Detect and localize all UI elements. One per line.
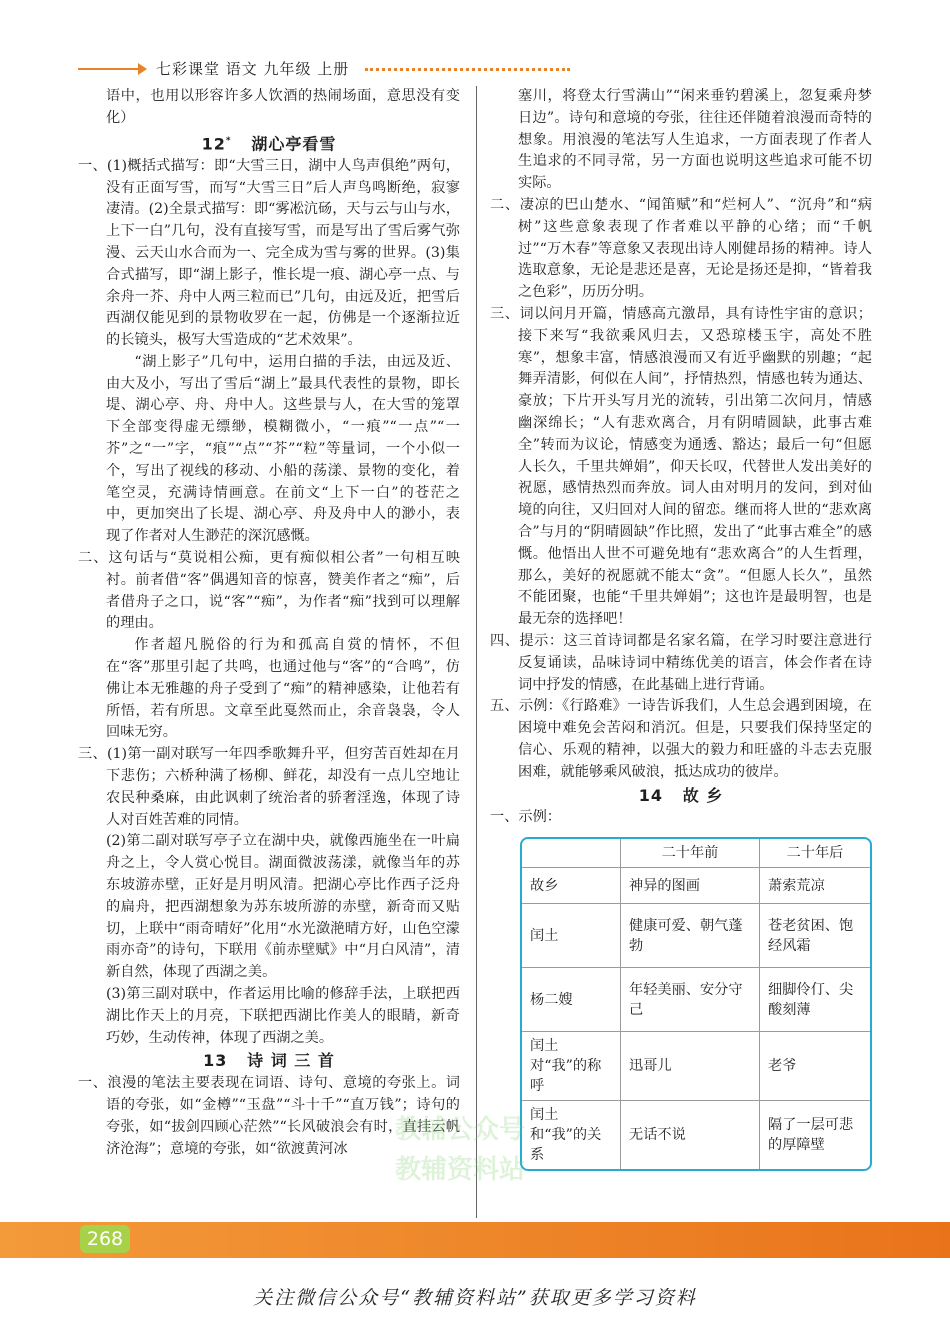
table-cell: 闰土 bbox=[522, 904, 621, 968]
lesson-14-number: 14 bbox=[638, 785, 663, 805]
header-dotted-line bbox=[365, 68, 570, 71]
table-cell: 神异的图画 bbox=[621, 868, 760, 904]
lesson-13-title: 诗 词 三 首 bbox=[247, 1051, 335, 1071]
lesson-12-answer-2-cont: 作者超凡脱俗的行为和孤高自赏的情怀，不但在“客”那里引起了共鸣，也通过他与“客”的“合鸣”，仿佛让本无雅趣的舟子受到了“痴”的精神感染，让他若有所悟，若有所思。文章至此戛然而止，余音袅袅，令人回味无穷。 bbox=[106, 637, 460, 741]
lesson-12-answer-2: 二、这句话与“莫说相公痴，更有痴似相公者”一句相互映衬。前者借“客”偶遇知音的惊喜，赞美作者之“痴”，后者借舟子之口，说“客”“痴”，为作者“痴”找到可以理解的理由。 bbox=[78, 550, 460, 632]
lesson-12-answer-3: 三、(1)第一副对联写一年四季歌舞升平，但穷苦百姓却在月下悲伤；六桥种满了杨柳、鲜花，却没有一点儿空地让农民种桑麻，由此讽刺了统治者的骄奢淫逸，体现了诗人对百姓苦难的同情。 bbox=[78, 746, 460, 828]
table-cell: 健康可爱、朝气蓬勃 bbox=[621, 904, 760, 968]
table-cell: 无话不说 bbox=[621, 1101, 760, 1170]
lesson-13-heading bbox=[78, 1050, 460, 1072]
footer-note: 关注微信公众号“教辅资料站”获取更多学习资料 bbox=[253, 1287, 697, 1309]
table-cell: 杨二嫂 bbox=[522, 968, 621, 1032]
table-header-cell bbox=[522, 839, 621, 868]
table-row bbox=[522, 904, 870, 968]
table-cell: 隔了一层可悲的厚障壁 bbox=[760, 1101, 871, 1170]
lesson-12-heading bbox=[78, 131, 460, 155]
lesson-12-title: 湖心亭看雪 bbox=[251, 133, 337, 153]
table-row bbox=[522, 868, 870, 904]
lesson-13-answer-5: 五、示例：《行路难》一诗告诉我们，人生总会遇到困境，在困境中难免会苦闷和消沉。但是，只要我们保持坚定的信心、乐观的精神，以强大的毅力和旺盛的斗志去克服困难，就能够乘风破浪，抵达成功的彼岸。 bbox=[490, 698, 872, 780]
column-divider bbox=[476, 86, 477, 1218]
page-number-badge: 268 bbox=[80, 1225, 130, 1253]
watermark bbox=[395, 1110, 635, 1190]
lesson-12-answer-3-part2: (2)第二副对联写亭子立在湖中央，就像西施坐在一叶扁舟之上，令人赏心悦目。湖面微波荡漾，就像当年的苏东坡游赤壁，正好是月明风清。把湖心亭比作西子泛舟的扁舟，把西湖想象为苏东坡所游的赤壁，新奇而又贴切，上联中“雨奇晴好”化用“水光潋滟晴方好，山色空濛雨亦奇”的诗句，下联用《前赤壁赋》中“月白风清”，清新自然，体现了西湖之美。 bbox=[106, 833, 460, 981]
lesson-12-answer-1: 一、(1)概括式描写：即“大雪三日，湖中人鸟声俱绝”两句，没有正面写雪，而写“大雪三日”后人声鸟鸣断绝，寂寥凄清。(2)全景式描写：即“雾凇沆砀，天与云与山与水，上下一白”几句，没有直接写雪，而是写出了雪后雾气弥漫、云天山水合而为一、完全成为雪与雾的世界。(3)集合式描写，即“湖上影子，惟长堤一痕、湖心亭一点、与余舟一芥、舟中人两三粒而已”几句，由远及近，把雪后西湖仅能见到的景物收罗在一起，仿佛是一个逐渐拉近的长镜头，极写大雪造成的“艺术效果”。 bbox=[78, 157, 460, 349]
table-header-cell: 二十年后 bbox=[760, 839, 871, 868]
lesson-14-answer-1: 一、示例： bbox=[490, 809, 561, 826]
page-header bbox=[78, 58, 498, 82]
table-header-cell: 二十年前 bbox=[621, 839, 760, 868]
lesson-12-number: 12 bbox=[201, 133, 226, 153]
lesson-13-answer-4: 四、提示：这三首诗词都是名家名篇，在学习时要注意进行反复诵读，品味诗词中精练优美的语言，体会作者在诗词中抒发的情感，在此基础上进行背诵。 bbox=[490, 632, 872, 693]
lesson-14-title: 故 乡 bbox=[682, 785, 724, 805]
watermark-line-2: 教辅资料站 bbox=[395, 1155, 526, 1185]
table-cell: 迅哥儿 bbox=[621, 1032, 760, 1101]
table-cell: 萧索荒凉 bbox=[760, 868, 871, 904]
lesson-13-number: 13 bbox=[203, 1051, 228, 1071]
table-cell: 苍老贫困、饱经风霜 bbox=[760, 904, 871, 968]
table-cell: 细脚伶仃、尖酸刻薄 bbox=[760, 968, 871, 1032]
right-column bbox=[490, 86, 872, 1171]
table-row bbox=[522, 1032, 870, 1101]
table-cell: 闰土和“我”的关系 bbox=[522, 1101, 621, 1170]
lesson-13-answer-1: 一、浪漫的笔法主要表现在词语、诗句、意境的夸张上。词语的夸张，如“金樽”“玉盘”“斗十千”“直万钱”；诗句的夸张，如“拔剑四顾心茫然”“长风破浪会有时，直挂云帆济沧海”；意境的夸张，如“欲渡黄河冰 bbox=[78, 1075, 460, 1157]
lesson-13-answer-3: 三、词以问月开篇，情感高亢激昂，具有诗性宇宙的意识；接下来写“我欲乘风归去，又恐琼楼玉宇，高处不胜寒”，想象丰富，情感浪漫而又有近乎幽默的别趣；“起舞弄清影，何似在人间”，抒情热烈，情感也转为通达、豪放；下片开头写月光的流转，引出第二次问月，情感幽深绵长；“人有悲欢离合，月有阴晴圆缺，此事古难全”转而为议论，情感变为通透、豁达；最后一句“但愿人长久，千里共婵娟”，仰天长叹，代替世人发出美好的祝愿，感情热烈而奔放。词人由对明月的发问，到对仙境的向往，又归回对人间的留恋。继而将人世的“悲欢离合”与月的“阴晴圆缺”作比照，发出了“此事古难全”的感慨。他悟出人世不可避免地有“悲欢离合”的人生哲理，那么，美好的祝愿就不能太“贪”。“但愿人长久”，虽然不能团聚，也能“千里共婵娟”；这也许是最明智，也是最无奈的选择吧！ bbox=[490, 305, 872, 628]
book-title: 七彩课堂 语文 九年级 上册 bbox=[156, 60, 350, 78]
table-header-row bbox=[522, 839, 870, 868]
lesson-13-answer-2: 二、凄凉的巴山楚水、“闻笛赋”和“烂柯人”、“沉舟”和“病树”这些意象表现了作者难以平静的心绪；而“千帆过”“万木春”等意象又表现出诗人刚健昂扬的精神。诗人选取意象，无论是悲还是喜，无论是扬还是抑，“皆着我之色彩”，历历分明。 bbox=[490, 196, 872, 301]
table-row bbox=[522, 968, 870, 1032]
table-cell: 年轻美丽、安分守己 bbox=[621, 968, 760, 1032]
left-column bbox=[78, 86, 460, 1160]
lesson-13-answer-1-cont: 塞川，将登太行雪满山”“闲来垂钓碧溪上，忽复乘舟梦日边”。诗句和意境的夸张，往往还伴随着浪漫而奇特的想象。用浪漫的笔法写人生追求，一方面表现了作者人生追求的不同寻常，另一方面也说明这些追求可能不切实际。 bbox=[518, 88, 872, 192]
intro-paragraph: 语中，也用以形容许多人饮酒的热闹场面，意思没有变化） bbox=[106, 88, 460, 126]
table-cell: 故乡 bbox=[522, 868, 621, 904]
lesson-12-star: * bbox=[225, 135, 232, 146]
lesson-14-heading bbox=[490, 785, 872, 807]
table-cell: 闰土对“我”的称呼 bbox=[522, 1032, 621, 1101]
table-cell: 老爷 bbox=[760, 1032, 871, 1101]
header-arrow-line bbox=[78, 68, 140, 70]
arrow-right-icon bbox=[138, 63, 147, 75]
footer-band bbox=[0, 1222, 950, 1258]
watermark-line-1: 教辅公众号 bbox=[395, 1115, 526, 1145]
lesson-12-answer-1-cont: “湖上影子”几句中，运用白描的手法，由远及近、由大及小，写出了雪后“湖上”最具代表性的景物，即长堤、湖心亭、舟、舟中人。这些景与人，在大雪的笼罩下全部变得虚无缥缈，模糊微小，“一痕”“一点”“一芥”之“一”字，“痕”“点”“芥”“粒”等量词，一个小似一个，写出了视线的移动、小船的荡漾、景物的变化，着笔空灵，充满诗情画意。在前文“上下一白”的苍茫之中，更加突出了长堤、湖心亭、舟及舟中人的渺小，表现了作者对人生渺茫的深沉感慨。 bbox=[106, 353, 460, 545]
lesson-12-answer-3-part3: (3)第三副对联中，作者运用比喻的修辞手法，上联把西湖比作天上的月亮，下联把西湖比作美人的眼睛，新奇巧妙，生动传神，体现了西湖之美。 bbox=[106, 986, 460, 1046]
